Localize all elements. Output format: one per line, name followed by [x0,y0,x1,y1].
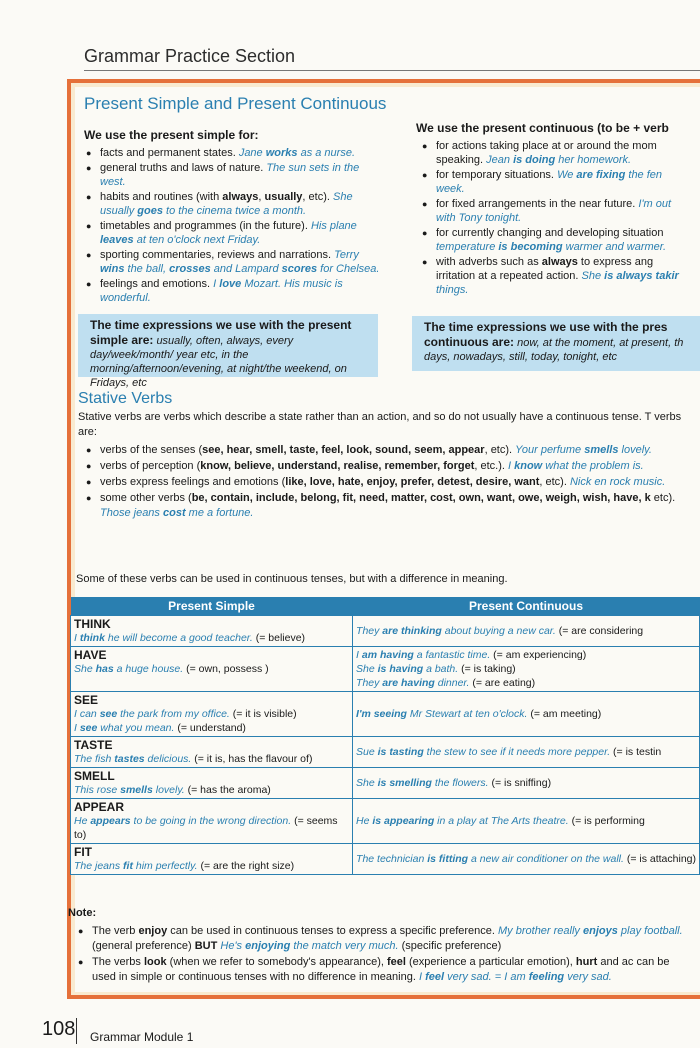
stative-title: Stative Verbs [78,390,173,407]
example-text: Terry [334,249,359,261]
header-present-simple: Present Simple [71,597,353,616]
meaning: (= am experiencing) [490,649,587,661]
example-text: My brother really [498,925,583,937]
example-line [74,721,349,735]
text-run: timetables and programmes (in the future). [100,220,311,232]
example-verb: know [514,460,543,472]
example-line [74,814,349,842]
example-line [356,814,696,828]
meaning: (= is attaching) [623,853,696,865]
cell-continuous [353,844,700,875]
text-run: for actions taking place at or around the mom speaking. [436,140,657,166]
example-line [74,752,349,766]
example-text: The technician [356,853,428,865]
verb-label: TASTE [74,738,113,752]
meaning: (= are eating) [469,677,536,689]
example-text: things. [436,284,469,296]
table-row [71,647,700,692]
example-text: a bath. [423,663,459,675]
example-text: delicious. [144,753,192,765]
example-text: temperature [436,241,499,253]
meaning: (= is taking) [458,663,516,675]
example-verb: tastes [114,753,145,765]
title-rule [84,70,700,71]
cell-continuous [353,647,700,692]
example-verb: is becoming [498,241,563,253]
example-verb: see [99,708,118,720]
keyword: enjoy [138,925,168,937]
example-verb: are thinking [382,625,442,637]
list-item [84,146,384,160]
keyword: know, believe, understand, realise, remember, forget [200,460,475,472]
note-item [76,955,692,985]
text-run: and ac can be used in simple or continuous tenses with no difference in meaning. [92,956,670,983]
simple-box-lead: The time expressions we use with the present simple are: [90,318,352,347]
cell-simple [71,799,353,844]
note-label: Note: [68,907,97,919]
verb-label: THINK [74,617,111,631]
example-text: for Chelsea. [317,263,380,275]
meaning: (= are considering [555,625,644,637]
text-run: some other verbs ( [100,492,192,504]
list-item [84,161,384,189]
example-text: Mr Stewart at ten o'clock. [406,708,528,720]
example-text: about buying a new car. [441,625,556,637]
simple-time-box [78,314,378,389]
example-text: Those jeans [100,507,163,519]
example-verb: enjoying [245,940,291,952]
cell-continuous [353,799,700,844]
example-verb: is having [377,663,424,675]
text-run: , etc). [302,191,333,203]
example-verb: wins [100,263,125,275]
cont-box-text: now, at the moment, at present, th days, nowadays, still, today, tonight, etc [424,337,684,363]
meaning: (= is performing [568,815,645,827]
example-verb: crosses [169,263,211,275]
keyword: hurt [575,956,598,968]
text-run: with adverbs such as [436,256,542,268]
example-verb: feeling [528,971,565,983]
example-text: We [557,169,577,181]
example-text: very sad. = I am [444,971,529,983]
example-line [356,624,696,638]
text-run: habits and routines (with [100,191,223,203]
example-text: The jeans [74,860,124,872]
example-verb: think [79,632,105,644]
list-item [84,219,384,247]
list-item [420,197,688,225]
comparison-table [70,597,700,875]
text-run: for currently changing and developing situation [436,227,664,239]
text-run: , etc). [484,444,516,456]
example-text: a fantastic time. [413,649,491,661]
keyword: feel [386,956,406,968]
meaning: (= it is visible) [229,708,297,720]
example-verb: has [95,663,114,675]
list-item [84,443,694,458]
example-text: The fish [74,753,115,765]
text-run: for fixed arrangements in the near future. [436,198,639,210]
cell-simple [71,616,353,647]
example-text: he will become a good teacher. [104,632,253,644]
example-line [356,745,696,759]
example-verb: enjoys [583,925,618,937]
example-verb: see [79,722,98,734]
example-verb: fit [123,860,133,872]
example-line [74,662,349,676]
example-text: She [581,270,605,282]
example-verb: is appearing [372,815,435,827]
example-line [356,662,696,676]
example-text: what you mean. [97,722,175,734]
example-verb: smells [584,444,619,456]
text-run: sporting commentaries, reviews and narrations. [100,249,335,261]
text-run: , [258,191,265,203]
list-item [84,475,694,490]
example-verb: is fitting [427,853,469,865]
keyword: like, love, hate, enjoy, prefer, detest, desire, want [285,476,540,488]
present-title: Present Simple and Present Continuous [84,94,387,113]
meaning: (= it is, has the flavour of) [191,753,313,765]
example-verb: smells [120,784,153,796]
keyword: see, hear, smell, taste, feel, look, sound, seem, appear [202,444,485,456]
example-text: He [74,815,91,827]
example-text: me a fortune. [185,507,254,519]
example-verb: are having [382,677,435,689]
list-item [84,248,384,276]
table-row [71,692,700,737]
cell-simple [71,768,353,799]
example-text: Jean [486,154,514,166]
cell-simple [71,844,353,875]
example-verb: feel [425,971,445,983]
text-run: for temporary situations. [436,169,558,181]
example-line [74,631,349,645]
example-verb: am having [361,649,414,661]
list-item [420,226,688,254]
example-text: They [356,625,383,637]
meaning: (= own, possess ) [183,663,269,675]
list-item [420,255,688,297]
example-text: I [356,649,362,661]
example-line [356,776,696,790]
example-text: as a nurse. [297,147,356,159]
text-run: general truths and laws of nature. [100,162,267,174]
example-verb: goes [137,205,163,217]
example-text: and Lampard [210,263,282,275]
cont-time-box [412,316,700,371]
section-title: Grammar Practice Section [84,46,296,66]
cell-continuous [353,768,700,799]
cont-head: We use the present continuous (to be + verb [416,121,669,135]
cell-simple [71,647,353,692]
cell-continuous [353,737,700,768]
note-item [76,924,692,954]
example-line [74,859,349,873]
stative-intro: Stative verbs are verbs which describe a state rather than an action, and so do not usually have a continuous tense. T verbs are: [78,411,682,438]
verb-label: APPEAR [74,800,125,814]
text-run: The verb [92,925,139,937]
example-text: She usually [100,191,353,217]
example-text: His plane [310,220,357,232]
meaning: (= is sniffing) [488,777,552,789]
example-text: a new air conditioner on the wall. [468,853,624,865]
example-line [356,707,696,721]
example-verb: is always takir [604,270,679,282]
simple-head: We use the present simple for: [84,128,259,142]
cont-list [420,139,688,298]
example-verb: is tasting [377,746,424,758]
example-text: She [356,777,378,789]
example-text: the stew to see if it needs more pepper. [423,746,611,758]
example-text: what the problem is. [542,460,644,472]
text-run: (general preference) [92,940,195,952]
example-text: I [74,632,80,644]
example-text: She [356,663,378,675]
simple-box-text: usually, often, always, every day/week/month/ year etc, in the morning/afternoon/evening, at night/the weekend, on Fridays, etc [90,335,347,389]
example-verb: leaves [100,234,134,246]
keyword: be, contain, include, belong, fit, need, matter, cost, own, want, owe, weigh, wish, have, k [191,492,651,504]
example-text: to be going in the wrong direction. [130,815,292,827]
cell-continuous [353,692,700,737]
meaning: (= are the right size) [197,860,295,872]
example-text: This rose [74,784,121,796]
verb-label: SMELL [74,769,115,783]
example-text: Sue [356,746,378,758]
header-present-continuous: Present Continuous [353,597,700,616]
list-item [84,491,694,521]
example-text: very sad. [564,971,612,983]
example-text: to the cinema twice a month. [162,205,307,217]
example-verb: works [265,147,298,159]
example-verb: scores [281,263,318,275]
text-run: (when we refer to somebody's appearance), [166,956,387,968]
cell-continuous [353,616,700,647]
list-item [420,168,688,196]
keyword: always [541,256,578,268]
simple-list [84,146,384,306]
cont-box-lead: The time expressions we use with the pres continuous are: [424,320,668,349]
text-run: etc). [650,492,676,504]
example-text: play football. [617,925,683,937]
list-item [420,139,688,167]
example-verb: love [219,278,242,290]
example-text: at ten o'clock next Friday. [133,234,261,246]
meaning: (= am meeting) [527,708,602,720]
meaning: (= is testin [610,746,662,758]
verb-label: HAVE [74,648,107,662]
example-line [356,648,696,662]
example-text: I [507,460,515,472]
example-verb: is smelling [377,777,432,789]
example-text: I can [74,708,100,720]
text-run: (specific preference) [398,940,502,952]
example-line [74,783,349,797]
example-text: Your perfume [515,444,585,456]
verb-label: FIT [74,845,92,859]
example-verb: is doing [513,154,556,166]
example-verb: I'm seeing [356,708,407,720]
meaning: (= seems to) [74,815,338,841]
list-item [84,459,694,474]
footer-divider [76,1018,77,1044]
example-text: in a play at The Arts theatre. [434,815,569,827]
example-text: Jane [238,147,266,159]
example-text: She [74,663,96,675]
list-item [84,277,384,305]
table-row [71,768,700,799]
example-text: lovely. [152,784,185,796]
example-text: I [418,971,426,983]
module-label: Grammar Module 1 [90,1030,194,1044]
text-run: verbs of perception ( [100,460,201,472]
cell-simple [71,737,353,768]
example-text: warmer and warmer. [562,241,667,253]
example-text: They [356,677,383,689]
page-number: 108 [42,1018,76,1040]
text-run: , etc). [539,476,570,488]
example-line [74,707,349,721]
example-text: He's [217,940,246,952]
table-row [71,616,700,647]
example-text: a huge house. [113,663,184,675]
keyword: usually [264,191,303,203]
text-run: to express ang irritation at a repeated action. [436,256,654,282]
example-verb: are fixing [576,169,626,181]
meaning: (= understand) [174,722,246,734]
list-item [84,190,384,218]
stative-list [84,443,694,522]
example-text: Mozart. His music is wonderful. [100,278,343,304]
example-text: the match very much. [290,940,399,952]
example-text: the flowers. [431,777,489,789]
example-text: I [213,278,220,290]
example-text: Nick en rock music. [569,476,666,488]
text-run: verbs express feelings and emotions ( [100,476,286,488]
example-text: her homework. [555,154,632,166]
text-run: The verbs [92,956,144,968]
meaning: (= believe) [252,632,306,644]
example-text: He [356,815,373,827]
example-text: I'm out with Tony tonight. [436,198,672,224]
keyword: look [143,956,167,968]
note-list [76,924,692,986]
example-text: The sun sets in the west. [100,162,360,188]
keyword: BUT [194,940,218,952]
verb-label: SEE [74,693,99,707]
example-text: the park from my office. [117,708,230,720]
example-text: him perfectly. [132,860,198,872]
text-run: (experience a particular emotion), [405,956,576,968]
example-line [356,676,696,690]
example-text: lovely. [618,444,652,456]
text-run: feelings and emotions. [100,278,214,290]
table-row [71,844,700,875]
text-run: , etc.). [474,460,508,472]
table-row [71,799,700,844]
keyword: always [222,191,259,203]
example-line [356,852,696,866]
example-text: the ball, [124,263,170,275]
text-run: verbs of the senses ( [100,444,203,456]
example-text: dinner. [434,677,470,689]
stative-note-line: Some of these verbs can be used in continuous tenses, but with a difference in meaning. [76,573,508,585]
text-run: can be used in continuous tenses to express a specific preference. [167,925,499,937]
meaning: (= has the aroma) [184,784,271,796]
example-verb: cost [162,507,186,519]
example-text: I [74,722,80,734]
table-row [71,737,700,768]
cell-simple [71,692,353,737]
example-verb: appears [90,815,131,827]
text-run: facts and permanent states. [100,147,239,159]
example-text: the fen week. [436,169,663,195]
